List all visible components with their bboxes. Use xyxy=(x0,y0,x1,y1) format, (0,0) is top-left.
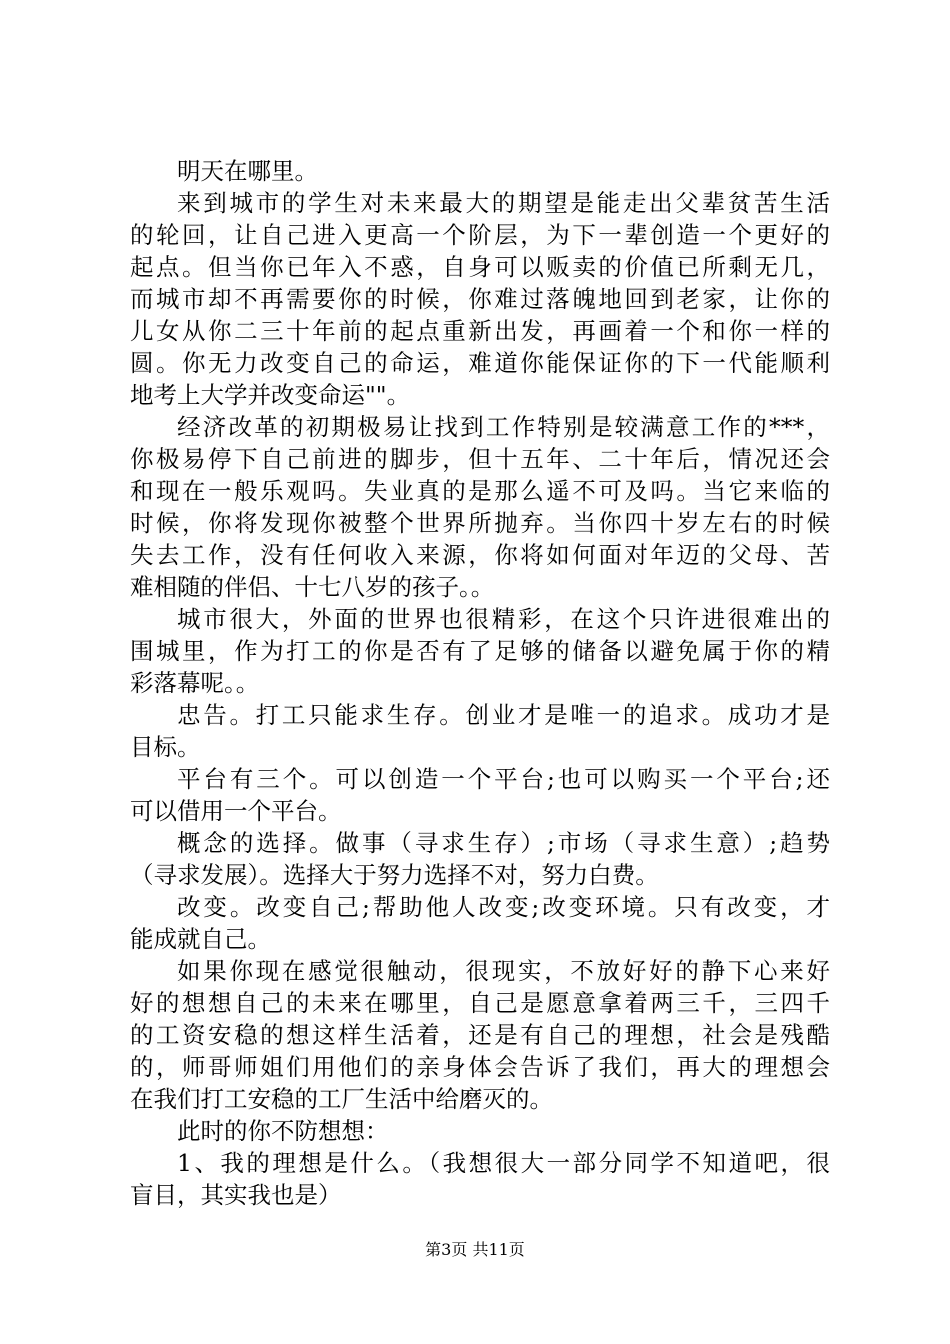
text-line: 概念的选择。做事（寻求生存）;市场（寻求生意）;趋势 xyxy=(177,829,830,857)
text-line: （寻求发展）。选择大于努力选择不对，努力白费。 xyxy=(130,861,659,889)
text-line: 和现在一般乐观吗。失业真的是那么遥不可及吗。当它来临的 xyxy=(130,477,830,505)
page-number-footer: 第3页 共11页 xyxy=(425,1240,525,1259)
text-line: 的轮回，让自己进入更高一个阶层，为下一辈创造一个更好的 xyxy=(130,221,830,249)
text-line: 而城市却不再需要你的时候，你难过落魄地回到老家，让你的 xyxy=(130,285,830,313)
text-line: 好的想想自己的未来在哪里，自己是愿意拿着两三千，三四千 xyxy=(130,989,830,1017)
text-line: 忠告。打工只能求生存。创业才是唯一的追求。成功才是 xyxy=(177,701,830,729)
text-line: 彩落幕呢。。 xyxy=(130,669,260,697)
text-line: 的工资安稳的想这样生活着，还是有自己的理想，社会是残酷 xyxy=(130,1021,830,1049)
text-line: 围城里，作为打工的你是否有了足够的储备以避免属于你的精 xyxy=(130,637,830,665)
text-line: 经济改革的初期极易让找到工作特别是较满意工作的***， xyxy=(177,413,830,441)
text-line: 明天在哪里。 xyxy=(177,157,318,185)
text-line: 1、我的理想是什么。（我想很大一部分同学不知道吧，很 xyxy=(177,1149,830,1177)
text-line: 可以借用一个平台。 xyxy=(130,797,342,825)
text-line: 时候，你将发现你被整个世界所抛弃。当你四十岁左右的时候 xyxy=(130,509,830,537)
text-line: 改变。改变自己;帮助他人改变;改变环境。只有改变，才 xyxy=(177,893,830,921)
text-line: 儿女从你二三十年前的起点重新出发，再画着一个和你一样的 xyxy=(130,317,830,345)
text-line: 城市很大，外面的世界也很精彩，在这个只许进很难出的 xyxy=(177,605,830,633)
text-line: 圆。你无力改变自己的命运，难道你能保证你的下一代能顺利 xyxy=(130,349,830,377)
text-line: 来到城市的学生对未来最大的期望是能走出父辈贫苦生活 xyxy=(177,189,830,217)
text-line: 盲目，其实我也是） xyxy=(130,1181,342,1209)
text-line: 平台有三个。可以创造一个平台;也可以购买一个平台;还 xyxy=(177,765,830,793)
text-line: 能成就自己。 xyxy=(130,925,271,953)
text-line: 地考上大学并改变命运""。 xyxy=(130,381,411,409)
text-line: 在我们打工安稳的工厂生活中给磨灭的。 xyxy=(130,1085,553,1113)
text-line: 的，师哥师姐们用他们的亲身体会告诉了我们，再大的理想会 xyxy=(130,1053,830,1081)
text-line: 难相随的伴侣、十七八岁的孩子。。 xyxy=(130,573,495,601)
text-line: 失去工作，没有任何收入来源，你将如何面对年迈的父母、苦 xyxy=(130,541,830,569)
text-line: 目标。 xyxy=(130,733,201,761)
text-line: 起点。但当你已年入不惑，自身可以贩卖的价值已所剩无几， xyxy=(130,253,830,281)
text-line: 此时的你不防想想： xyxy=(177,1117,389,1145)
text-line: 你极易停下自己前进的脚步，但十五年、二十年后，情况还会 xyxy=(130,445,830,473)
text-line: 如果你现在感觉很触动，很现实，不放好好的静下心来好 xyxy=(177,957,830,985)
